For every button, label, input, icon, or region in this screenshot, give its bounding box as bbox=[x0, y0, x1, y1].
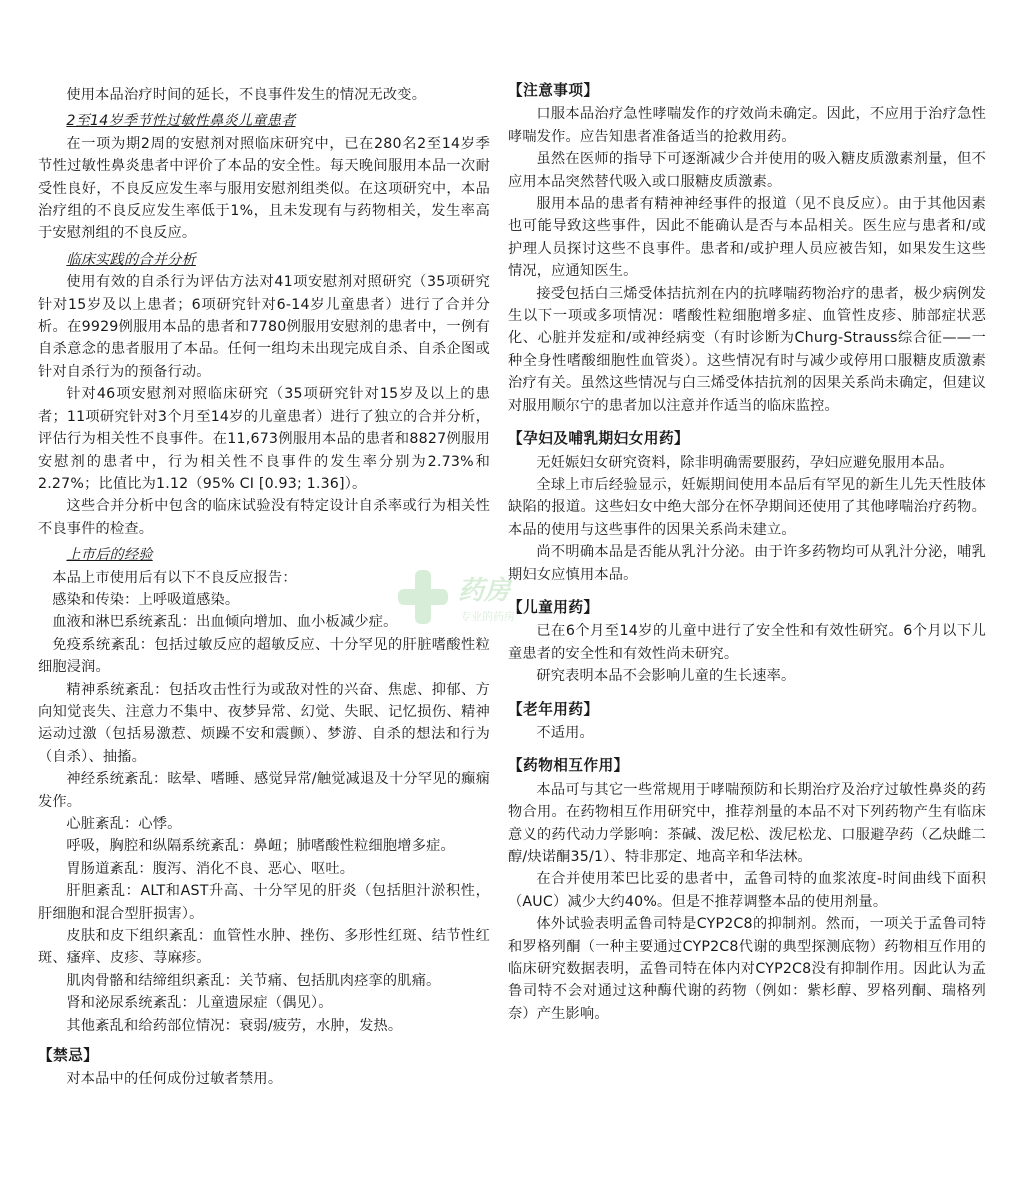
paragraph: 本品上市使用后有以下不良反应报告： bbox=[52, 569, 297, 586]
list-item: 其他紊乱和给药部位情况：衰弱/疲劳，水肿，发热。 bbox=[66, 1017, 403, 1034]
list-item: 呼吸，胸腔和纵隔系统紊乱：鼻衄；肺嗜酸性粒细胞增多症。 bbox=[66, 838, 455, 855]
paragraph: 接受包括白三烯受体拮抗剂在内的抗哮喘药物治疗的患者，极少病例发生以下一项或多项情况：嗜酸性粒细胞增多症、血管性皮疹、肺部症状恶化、心脏并发症和/或神经病变（有时诊断为Churg-Strauss综合征——一种全身性嗜酸细胞性血管炎）。这些情况有时与减少或停用口服糖皮质激素治疗有关。虽然这些情况与白三烯受体拮抗剂的因果关系尚未确定，但建议对服用顺尔宁的患者加以注意并作适当的临床监控。 bbox=[508, 285, 986, 414]
paragraph: 本品可与其它一些常规用于哮喘预防和长期治疗及治疗过敏性鼻炎的药物合用。在药物相互作用研究中，推荐剂量的本品不对下列药物产生有临床意义的药代动力学影响：茶碱、泼尼松、泼尼松龙、口服避孕药（乙炔雌二醇/炔诺酮35/1）、特非那定、地高辛和华法林。 bbox=[508, 781, 986, 865]
paragraph: 虽然在医师的指导下可逐渐减少合并使用的吸入糖皮质激素剂量，但不应用本品突然替代吸入或口服糖皮质激素。 bbox=[508, 151, 986, 190]
paragraph: 针对46项安慰剂对照临床研究（35项研究针对15岁及以上的患者；11项研究针对3个月至14岁的儿童患者）进行了独立的合并分析，评估行为相关性不良事件。在11,673例服用本品的患者和8827例服用安慰剂的患者中，行为相关性不良事件的发生率分别为2.73%和2.27%；比值比为1.12（95% CI [0.93; 1.36]）。 bbox=[38, 386, 490, 492]
list-item: 神经系统紊乱：眩晕、嗜睡、感觉异常/触觉减退及十分罕见的癫痫发作。 bbox=[38, 771, 490, 810]
paragraph: 不适用。 bbox=[536, 724, 594, 741]
section-heading-contraindications: 【禁忌】 bbox=[38, 1047, 99, 1065]
section-heading-precautions: 【注意事项】 bbox=[508, 82, 599, 99]
paragraph: 在一项为期2周的安慰剂对照临床研究中，已在280名2至14岁季节性过敏性鼻炎患者中评价了本品的安全性。每天晚间服用本品一次耐受性良好，不良反应发生率与服用安慰剂组类似。在这项研究中，本品治疗组的不良反应发生率低于1%，且未发现有与药物相关，发生率高于安慰剂组的不良反应。 bbox=[38, 135, 490, 242]
paragraph: 无妊娠妇女研究资料，除非明确需要服药，孕妇应避免服用本品。 bbox=[536, 454, 954, 471]
list-item: 精神系统紊乱：包括攻击性行为或敌对性的兴奋、焦虑、抑郁、方向知觉丧失、注意力不集中、夜梦异常、幻觉、失眠、记忆损伤、精神运动过激（包括易激惹、烦躁不安和震颤）、梦游、自杀的想法和行为（自杀）、抽搐。 bbox=[38, 681, 490, 765]
list-item: 皮肤和皮下组织紊乱：血管性水肿、挫伤、多形性红斑、结节性红斑、瘙痒、皮疹、荨麻疹。 bbox=[38, 928, 490, 967]
section-heading-interactions: 【药物相互作用】 bbox=[508, 757, 629, 775]
paragraph: 体外试验表明孟鲁司特是CYP2C8的抑制剂。然而，一项关于孟鲁司特和罗格列酮（一种主要通过CYP2C8代谢的典型探测底物）药物相互作用的临床研究数据表明，孟鲁司特在体内对CYP2C8没有抑制作用。因此认为孟鲁司特不会对通过这种酶代谢的药物（例如：紫杉醇、罗格列酮、瑞格列奈）产生影响。 bbox=[508, 916, 986, 1022]
paragraph: 口服本品治疗急性哮喘发作的疗效尚未确定。因此，不应用于治疗急性哮喘发作。应告知患者准备适当的抢救用药。 bbox=[508, 106, 986, 145]
section-heading-pediatric: 【儿童用药】 bbox=[508, 598, 599, 616]
paragraph: 使用本品治疗时间的延长，不良事件发生的情况无改变。 bbox=[66, 87, 427, 103]
list-item: 血液和淋巴系统紊乱：出血倾向增加、血小板减少症。 bbox=[52, 614, 398, 631]
paragraph: 服用本品的患者有精神神经事件的报道（见不良反应）。由于其他因素也可能导致这些事件，因此不能确认是否与本品相关。医生应与患者和/或护理人员探讨这些不良事件。患者和/或护理人员应被告知，如果发生这些情况，应通知医生。 bbox=[508, 196, 986, 280]
list-item: 肝胆紊乱：ALT和AST升高、十分罕见的肝炎（包括胆汁淤积性，肝细胞和混合型肝损害）。 bbox=[38, 883, 490, 922]
subheading-postmarketing: 上市后的经验 bbox=[66, 547, 153, 564]
list-item: 心脏紊乱：心悸。 bbox=[66, 816, 182, 832]
paragraph: 已在6个月至14岁的儿童中进行了安全性和有效性研究。6个月以下儿童患者的安全性和有效性尚未研究。 bbox=[508, 623, 986, 662]
left-column bbox=[38, 0, 490, 1200]
list-item: 肾和泌尿系统紊乱：儿童遗尿症（偶见）。 bbox=[66, 995, 333, 1012]
list-item: 感染和传染：上呼吸道感染。 bbox=[52, 591, 240, 608]
list-item: 免疫系统紊乱：包括过敏反应的超敏反应、十分罕见的肝脏嗜酸性粒细胞浸润。 bbox=[38, 636, 490, 676]
list-item: 肌肉骨骼和结缔组织紊乱：关节痛、包括肌肉痉挛的肌痛。 bbox=[66, 972, 441, 989]
section-heading-pregnancy: 【孕妇及哺乳期妇女用药】 bbox=[508, 430, 690, 448]
paragraph: 使用有效的自杀行为评估方法对41项安慰剂对照研究（35项研究针对15岁及以上患者；6项研究针对6-14岁儿童患者）进行了合并分析。在9929例服用本品的患者和7780例服用安慰剂的患者中，一例有自杀意念的患者服用了本品。任何一组均未出现完成自杀、自杀企图或针对自杀行为的预备行动。 bbox=[38, 274, 490, 380]
right-column bbox=[508, 0, 986, 1200]
paragraph: 全球上市后经验显示，妊娠期间使用本品后有罕见的新生儿先天性肢体缺陷的报道。这些妇女中绝大部分在怀孕期间还使用了其他哮喘治疗药物。本品的使用与这些事件的因果关系尚未建立。 bbox=[508, 476, 986, 538]
section-heading-geriatric: 【老年用药】 bbox=[508, 700, 599, 718]
watermark-title: 药房 bbox=[458, 576, 511, 606]
paragraph: 尚不明确本品是否能从乳汁分泌。由于许多药物均可从乳汁分泌，哺乳期妇女应慎用本品。 bbox=[508, 544, 986, 583]
paragraph: 对本品中的任何成份过敏者禁用。 bbox=[66, 1071, 283, 1088]
subheading-pediatric-rhinitis: 2至14岁季节性过敏性鼻炎儿童患者 bbox=[66, 113, 296, 130]
list-item: 胃肠道紊乱：腹泻、消化不良、恶心、呕吐。 bbox=[66, 860, 355, 877]
paragraph: 在合并使用苯巴比妥的患者中，孟鲁司特的血浆浓度-时间曲线下面积（AUC）减少大约40%。但是不推荐调整本品的使用剂量。 bbox=[508, 871, 986, 910]
paragraph: 研究表明本品不会影响儿童的生长速率。 bbox=[536, 668, 796, 685]
watermark-subtitle: 专业的药房 bbox=[460, 610, 515, 623]
paragraph: 这些合并分析中包含的临床试验没有特定设计自杀率或行为相关性不良事件的检查。 bbox=[38, 498, 490, 537]
subheading-pooled-analysis: 临床实践的合并分析 bbox=[66, 251, 196, 268]
